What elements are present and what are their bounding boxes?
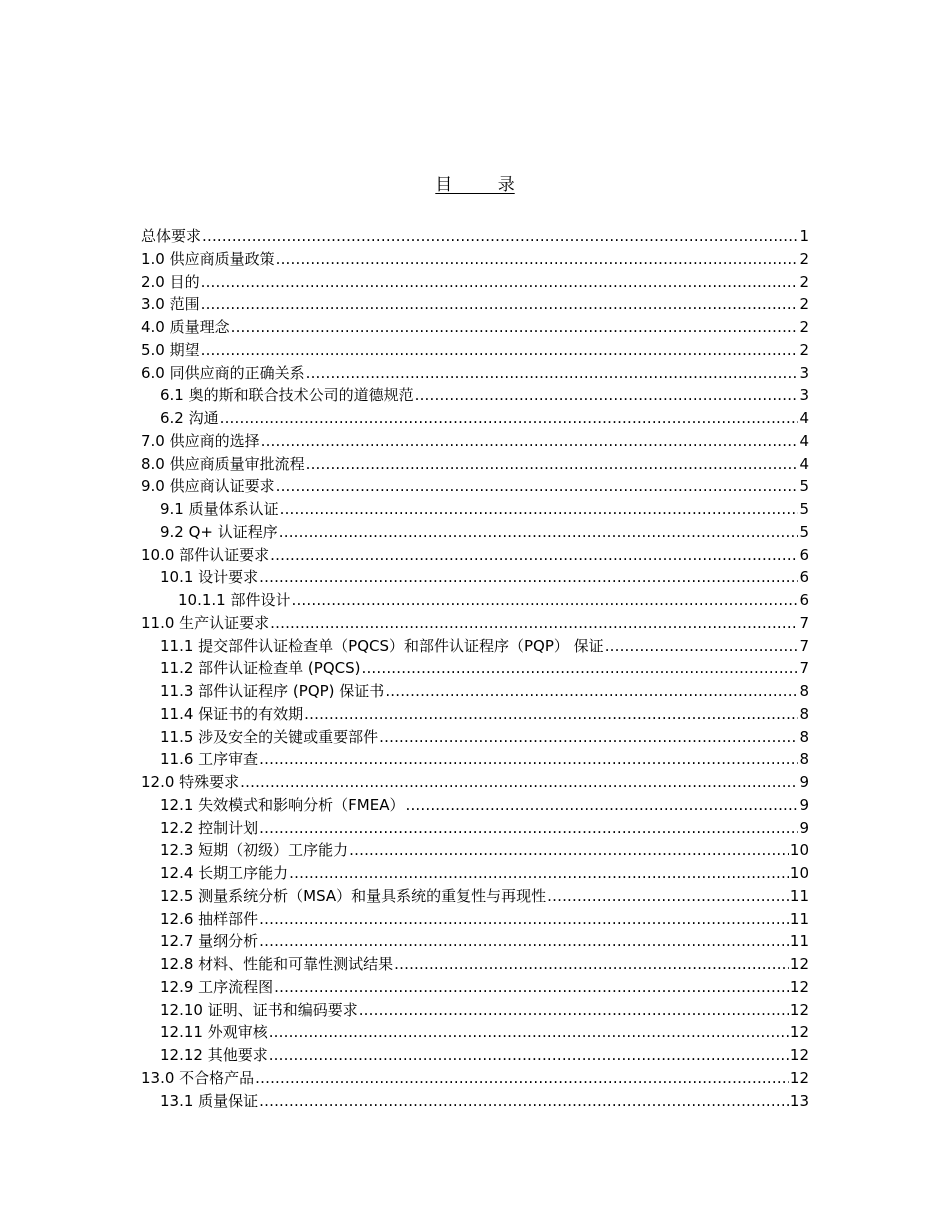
toc-entry[interactable] <box>141 680 809 703</box>
toc-dot-leader <box>349 839 789 862</box>
toc-entry-label: 13.0 不合格产品 <box>141 1068 255 1087</box>
toc-entry-page-number: 11 <box>789 932 809 951</box>
toc-entry[interactable] <box>141 316 809 339</box>
toc-entry[interactable] <box>141 839 809 862</box>
toc-entry-page-number: 12 <box>789 1000 809 1019</box>
toc-entry-label: 12.3 短期（初级）工序能力 <box>160 841 349 860</box>
toc-entry-page-number: 7 <box>799 659 809 678</box>
toc-entry[interactable] <box>141 726 809 749</box>
toc-dot-leader <box>289 862 789 885</box>
toc-entry-page-number: 12 <box>789 1023 809 1042</box>
toc-entry-label: 10.0 部件认证要求 <box>141 545 270 564</box>
toc-dot-leader <box>415 384 799 407</box>
toc-entry-page-number: 2 <box>799 318 809 336</box>
toc-dot-leader <box>259 817 798 840</box>
toc-entry-page-number: 6 <box>799 545 809 564</box>
toc-entry-label: 2.0 目的 <box>141 272 200 291</box>
toc-entry-label: 9.2 Q+ 认证程序 <box>160 522 278 541</box>
toc-entry-label: 1.0 供应商质量政策 <box>141 249 275 268</box>
toc-entry-page-number: 5 <box>799 477 809 496</box>
toc-entry-label: 9.1 质量体系认证 <box>160 500 279 518</box>
toc-dot-leader <box>276 475 799 498</box>
toc-entry-label: 8.0 供应商质量审批流程 <box>141 454 305 473</box>
toc-entry-label: 12.10 证明、证书和编码要求 <box>160 1000 358 1019</box>
toc-entry-page-number: 2 <box>799 249 809 268</box>
toc-entry[interactable] <box>141 771 809 794</box>
toc-entry-label: 12.2 控制计划 <box>160 818 259 837</box>
toc-dot-leader <box>306 362 799 385</box>
toc-entry[interactable] <box>141 271 809 294</box>
toc-entry-page-number: 4 <box>799 431 809 450</box>
toc-entry[interactable] <box>141 908 809 931</box>
toc-entry[interactable] <box>141 453 809 476</box>
toc-entry-label: 总体要求 <box>141 227 202 245</box>
toc-dot-leader <box>259 930 789 953</box>
toc-dot-leader <box>359 999 789 1022</box>
toc-dot-leader <box>240 771 798 794</box>
toc-dot-leader <box>201 339 799 362</box>
toc-entry[interactable] <box>141 225 809 248</box>
toc-dot-leader <box>261 430 799 453</box>
toc-entry-label: 11.2 部件认证检查单 (PQCS) <box>160 659 361 678</box>
toc-dot-leader <box>259 566 798 589</box>
toc-entry[interactable] <box>141 475 809 498</box>
toc-dot-leader <box>304 703 798 726</box>
toc-entry-label: 12.6 抽样部件 <box>160 909 259 928</box>
toc-entry-label: 11.5 涉及安全的关键或重要部件 <box>160 727 379 746</box>
toc-entry-page-number: 10 <box>789 864 809 882</box>
toc-dot-leader <box>291 589 798 612</box>
toc-entry[interactable] <box>141 1090 809 1113</box>
toc-entry[interactable] <box>141 657 809 680</box>
toc-entry-page-number: 2 <box>799 340 809 359</box>
toc-entry-label: 6.0 同供应商的正确关系 <box>141 363 305 382</box>
toc-dot-leader <box>362 657 799 680</box>
toc-entry[interactable] <box>141 521 809 544</box>
toc-dot-leader <box>385 680 798 703</box>
toc-entry[interactable] <box>141 498 809 521</box>
toc-entry-page-number: 5 <box>799 500 809 518</box>
toc-entry-label: 11.6 工序审查 <box>160 750 259 769</box>
toc-entry[interactable] <box>141 293 809 316</box>
toc-entry-page-number: 6 <box>799 568 809 587</box>
toc-entry-page-number: 11 <box>789 886 809 905</box>
toc-entry[interactable] <box>141 430 809 453</box>
toc-entry[interactable] <box>141 794 809 817</box>
toc-entry[interactable] <box>141 1067 809 1090</box>
toc-entry-page-number: 6 <box>799 591 809 609</box>
toc-entry-label: 10.1 设计要求 <box>160 568 259 587</box>
toc-entry-page-number: 12 <box>789 1046 809 1064</box>
toc-entry-page-number: 12 <box>789 955 809 973</box>
toc-entry-label: 12.11 外观审核 <box>160 1023 268 1042</box>
toc-entry-page-number: 4 <box>799 409 809 427</box>
toc-entry-label: 7.0 供应商的选择 <box>141 431 260 450</box>
toc-entry-label: 11.4 保证书的有效期 <box>160 704 304 723</box>
toc-entry-page-number: 2 <box>799 272 809 291</box>
toc-entry[interactable] <box>141 612 809 635</box>
toc-entry-page-number: 7 <box>799 613 809 632</box>
toc-dot-leader <box>379 726 798 749</box>
table-of-contents <box>141 225 809 1112</box>
toc-entry-page-number: 3 <box>799 363 809 382</box>
toc-dot-leader <box>201 293 799 316</box>
toc-entry[interactable] <box>141 566 809 589</box>
toc-entry-page-number: 5 <box>799 522 809 541</box>
toc-entry-label: 5.0 期望 <box>141 340 200 359</box>
toc-entry-label: 3.0 范围 <box>141 295 200 314</box>
toc-entry-page-number: 12 <box>789 977 809 996</box>
toc-entry[interactable] <box>141 407 809 430</box>
toc-entry-label: 12.4 长期工序能力 <box>160 864 289 882</box>
toc-dot-leader <box>306 453 799 476</box>
toc-entry-label: 12.1 失效模式和影响分析（FMEA） <box>160 795 405 814</box>
toc-entry-page-number: 2 <box>799 295 809 314</box>
toc-dot-leader <box>220 407 799 430</box>
toc-entry-page-number: 11 <box>789 909 809 928</box>
toc-dot-leader <box>547 885 789 908</box>
toc-entry-page-number: 8 <box>799 704 809 723</box>
toc-entry-label: 6.2 沟通 <box>160 409 219 427</box>
toc-dot-leader <box>269 1021 789 1044</box>
toc-entry-page-number: 8 <box>799 682 809 700</box>
toc-entry[interactable] <box>141 1021 809 1044</box>
toc-dot-leader <box>259 908 789 931</box>
toc-title-text: 目 录 <box>435 175 515 195</box>
toc-entry[interactable] <box>141 362 809 385</box>
toc-entry[interactable] <box>141 862 809 885</box>
toc-entry-label: 9.0 供应商认证要求 <box>141 477 275 496</box>
toc-entry[interactable] <box>141 748 809 771</box>
toc-entry-page-number: 9 <box>799 773 809 791</box>
toc-entry-page-number: 8 <box>799 750 809 769</box>
toc-entry[interactable] <box>141 544 809 567</box>
toc-entry[interactable] <box>141 930 809 953</box>
toc-entry-page-number: 10 <box>789 841 809 860</box>
toc-entry[interactable] <box>141 703 809 726</box>
toc-dot-leader <box>201 271 799 294</box>
toc-entry-label: 12.0 特殊要求 <box>141 773 240 791</box>
toc-dot-leader <box>394 953 789 976</box>
toc-entry[interactable] <box>141 817 809 840</box>
toc-entry-label: 12.5 测量系统分析（MSA）和量具系统的重复性与再现性 <box>160 886 547 905</box>
toc-dot-leader <box>276 248 799 271</box>
toc-entry[interactable] <box>141 384 809 407</box>
toc-dot-leader <box>405 794 798 817</box>
toc-entry-page-number: 12 <box>789 1068 809 1087</box>
toc-entry-label: 11.1 提交部件认证检查单（PQCS）和部件认证程序（PQP） 保证 <box>160 636 604 655</box>
toc-dot-leader <box>259 748 798 771</box>
toc-entry[interactable] <box>141 248 809 271</box>
toc-dot-leader <box>255 1067 789 1090</box>
toc-dot-leader <box>270 544 798 567</box>
toc-dot-leader <box>274 976 789 999</box>
toc-entry-label: 10.1.1 部件设计 <box>178 591 291 609</box>
toc-dot-leader <box>280 498 799 521</box>
toc-entry-page-number: 8 <box>799 727 809 746</box>
toc-entry-page-number: 4 <box>799 454 809 473</box>
toc-entry-label: 12.9 工序流程图 <box>160 977 274 996</box>
toc-dot-leader <box>231 316 799 339</box>
toc-entry[interactable] <box>141 953 809 976</box>
toc-dot-leader <box>202 225 798 248</box>
toc-entry[interactable] <box>141 339 809 362</box>
toc-dot-leader <box>269 1044 789 1067</box>
toc-dot-leader <box>270 612 798 635</box>
toc-entry-label: 11.0 生产认证要求 <box>141 613 270 632</box>
toc-entry-label: 6.1 奥的斯和联合技术公司的道德规范 <box>160 386 414 405</box>
toc-entry[interactable] <box>141 589 809 612</box>
toc-entry-label: 12.8 材料、性能和可靠性测试结果 <box>160 955 394 973</box>
toc-dot-leader <box>605 635 799 658</box>
toc-entry-label: 13.1 质量保证 <box>160 1091 259 1110</box>
toc-entry[interactable] <box>141 976 809 999</box>
toc-entry-label: 11.3 部件认证程序 (PQP) 保证书 <box>160 682 385 700</box>
toc-entry-page-number: 9 <box>799 818 809 837</box>
toc-entry-label: 12.7 量纲分析 <box>160 932 259 951</box>
toc-entry[interactable] <box>141 885 809 908</box>
toc-entry-page-number: 3 <box>799 386 809 405</box>
toc-entry-label: 4.0 质量理念 <box>141 318 230 336</box>
toc-entry[interactable] <box>141 635 809 658</box>
toc-entry-label: 12.12 其他要求 <box>160 1046 268 1064</box>
toc-entry[interactable] <box>141 1044 809 1067</box>
toc-dot-leader <box>259 1090 789 1113</box>
toc-dot-leader <box>279 521 799 544</box>
toc-title <box>0 173 950 197</box>
toc-entry-page-number: 1 <box>799 227 809 245</box>
toc-entry-page-number: 13 <box>789 1091 809 1110</box>
toc-entry-page-number: 7 <box>799 636 809 655</box>
toc-entry-page-number: 9 <box>799 795 809 814</box>
toc-entry[interactable] <box>141 999 809 1022</box>
